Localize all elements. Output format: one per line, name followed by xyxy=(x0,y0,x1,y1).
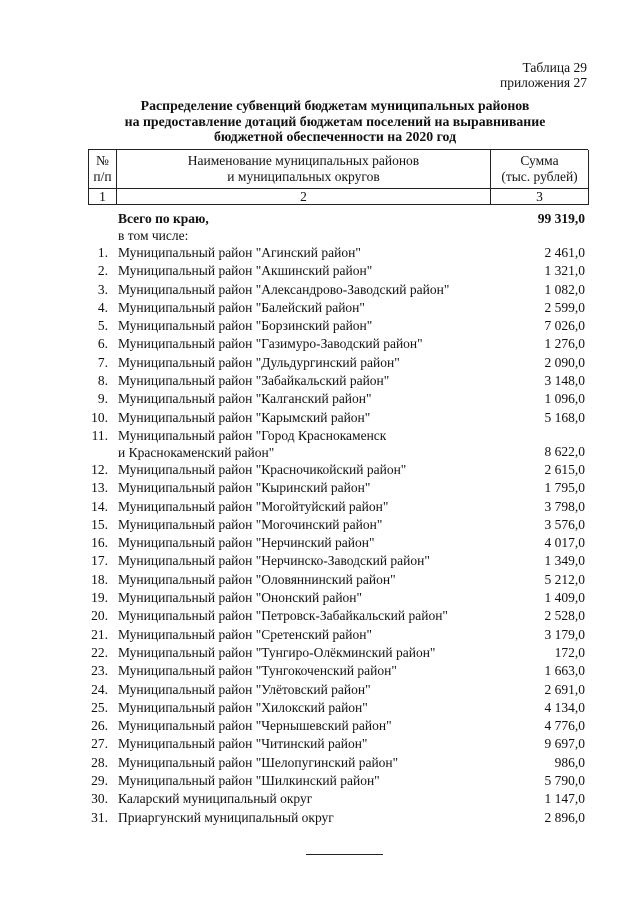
table-row xyxy=(88,754,588,772)
row-number: 2. xyxy=(97,263,108,279)
row-value: 1 795,0 xyxy=(544,480,585,496)
table-row xyxy=(88,335,588,353)
row-name: Муниципальный район "Петровск-Забайкальский район" xyxy=(118,608,448,624)
row-value: 1 276,0 xyxy=(544,336,585,352)
total-row xyxy=(88,210,588,227)
row-name: Муниципальный район "Шилкинский район" xyxy=(118,773,380,789)
document-title xyxy=(95,98,575,145)
row-value: 9 697,0 xyxy=(544,736,585,752)
row-number: 18. xyxy=(91,571,108,587)
row-name: Муниципальный район "Балейский район" xyxy=(118,299,365,315)
row-value: 172,0 xyxy=(554,644,585,660)
row-name: Муниципальный район "Улётовский район" xyxy=(118,681,371,697)
row-value: 1 082,0 xyxy=(544,281,585,297)
table-row xyxy=(88,699,588,717)
row-value: 8 622,0 xyxy=(544,443,585,459)
row-name: Муниципальный район "Борзинский район" xyxy=(118,318,373,334)
row-name-line-2: и Краснокаменский район" xyxy=(118,444,275,460)
header-name xyxy=(117,150,491,189)
total-value: 99 319,0 xyxy=(537,211,585,226)
row-name: Муниципальный район "Ононский район" xyxy=(118,590,363,606)
row-value: 1 349,0 xyxy=(544,553,585,569)
table-row xyxy=(88,299,588,317)
row-value: 1 663,0 xyxy=(544,663,585,679)
row-value: 3 798,0 xyxy=(544,498,585,514)
row-value: 1 096,0 xyxy=(544,391,585,407)
row-value: 2 615,0 xyxy=(544,461,585,477)
row-value: 2 691,0 xyxy=(544,681,585,697)
table-row xyxy=(88,790,588,808)
row-value: 2 599,0 xyxy=(544,299,585,315)
subtotal-label: в том числе: xyxy=(118,228,189,243)
table-row xyxy=(88,644,588,662)
row-name: Муниципальный район "Могочинский район" xyxy=(118,516,383,532)
row-number: 26. xyxy=(91,718,108,734)
row-value: 4 776,0 xyxy=(544,718,585,734)
row-number: 25. xyxy=(91,699,108,715)
row-number: 24. xyxy=(91,681,108,697)
row-name: Муниципальный район "Тунгокоченский район" xyxy=(118,663,397,679)
table-row xyxy=(88,516,588,534)
header-number-line-1: № xyxy=(96,153,109,168)
row-number: 1. xyxy=(97,245,108,260)
table-row xyxy=(88,534,588,552)
table-row xyxy=(88,809,588,827)
row-name: Муниципальный район "Александрово-Заводский район" xyxy=(118,281,450,297)
row-name: Муниципальный район "Читинский район" xyxy=(118,736,368,752)
row-number: 12. xyxy=(91,461,108,477)
row-number: 27. xyxy=(91,736,108,752)
row-name: Каларский муниципальный округ xyxy=(118,791,313,807)
row-number: 20. xyxy=(91,608,108,624)
row-value: 4 134,0 xyxy=(544,699,585,715)
row-number: 28. xyxy=(91,754,108,770)
table-row xyxy=(88,262,588,280)
table-row xyxy=(88,244,588,262)
row-name: Муниципальный район "Чернышевский район" xyxy=(118,718,392,734)
appendix-number: приложения 27 xyxy=(499,75,587,90)
row-value: 5 790,0 xyxy=(544,773,585,789)
row-name xyxy=(118,427,386,461)
column-number-1: 1 xyxy=(89,189,117,205)
header-name-line-1: Наименование муниципальных районов xyxy=(187,153,420,168)
row-number: 8. xyxy=(97,373,108,389)
row-name: Муниципальный район "Хилокский район" xyxy=(118,699,368,715)
row-value: 3 576,0 xyxy=(544,516,585,532)
row-value: 7 026,0 xyxy=(544,318,585,334)
row-number: 30. xyxy=(91,791,108,807)
row-value: 986,0 xyxy=(554,754,585,770)
column-number-3: 3 xyxy=(491,189,589,205)
row-name-line-1: Муниципальный район "Город Краснокаменск xyxy=(118,427,387,443)
table-row xyxy=(88,281,588,299)
row-number: 31. xyxy=(91,809,108,825)
row-number: 4. xyxy=(97,299,108,315)
row-number: 21. xyxy=(91,626,108,642)
table-row xyxy=(88,735,588,753)
row-number: 19. xyxy=(91,590,108,606)
row-number: 23. xyxy=(91,663,108,679)
table-row xyxy=(88,662,588,680)
table-row xyxy=(88,607,588,625)
table-row xyxy=(88,589,588,607)
row-name: Муниципальный район "Оловяннинский район" xyxy=(118,571,396,587)
row-name: Муниципальный район "Газимуро-Заводский район" xyxy=(118,336,423,352)
title-line-1: Распределение субвенций бюджетам муниципальных районов xyxy=(140,98,530,113)
row-number: 11. xyxy=(91,427,108,443)
table-number: Таблица 29 xyxy=(522,60,587,75)
table-row xyxy=(88,552,588,570)
footer-separator xyxy=(306,854,383,855)
row-value: 2 090,0 xyxy=(544,354,585,370)
row-name: Муниципальный район "Калганский район" xyxy=(118,391,372,407)
header-sum-line-2: (тыс. рублей) xyxy=(501,169,578,184)
header-sum xyxy=(491,150,589,189)
table-header xyxy=(88,149,588,205)
row-number: 29. xyxy=(91,773,108,789)
table-row xyxy=(88,409,588,427)
header-number xyxy=(89,150,117,189)
row-number: 3. xyxy=(97,281,108,297)
row-number: 13. xyxy=(91,480,108,496)
table-row xyxy=(88,461,588,479)
row-value: 2 896,0 xyxy=(544,809,585,825)
row-value: 5 212,0 xyxy=(544,571,585,587)
row-name: Муниципальный район "Красночикойский район" xyxy=(118,461,407,477)
header-name-line-2: и муниципальных округов xyxy=(227,169,380,184)
row-number: 6. xyxy=(97,336,108,352)
row-name: Муниципальный район "Тунгиро-Олёкминский район" xyxy=(118,644,436,660)
table-row xyxy=(88,681,588,699)
row-name: Муниципальный район "Сретенский район" xyxy=(118,626,372,642)
table-body xyxy=(88,210,588,827)
title-line-2: на предоставление дотаций бюджетам поселений на выравнивание xyxy=(124,113,546,129)
title-line-3: бюджетной обеспеченности на 2020 год xyxy=(213,129,457,144)
row-name: Муниципальный район "Нерчинско-Заводский район" xyxy=(118,553,430,569)
row-value: 1 409,0 xyxy=(544,590,585,606)
row-value: 1 147,0 xyxy=(544,791,585,807)
row-name: Муниципальный район "Забайкальский район" xyxy=(118,373,390,389)
table-row xyxy=(88,772,588,790)
row-name: Муниципальный район "Агинский район" xyxy=(118,245,361,260)
row-number: 7. xyxy=(97,354,108,370)
table-row xyxy=(88,427,588,461)
row-number: 22. xyxy=(91,644,108,660)
table-row xyxy=(88,479,588,497)
appendix-reference xyxy=(500,60,587,90)
row-name: Муниципальный район "Могойтуйский район" xyxy=(118,498,389,514)
row-number: 15. xyxy=(91,516,108,532)
row-name: Муниципальный район "Карымский район" xyxy=(118,409,371,425)
header-sum-line-1: Сумма xyxy=(520,153,559,168)
table-row xyxy=(88,372,588,390)
table-row xyxy=(88,626,588,644)
row-number: 14. xyxy=(91,498,108,514)
row-name: Муниципальный район "Шелопугинский район" xyxy=(118,754,399,770)
row-value: 2 528,0 xyxy=(544,608,585,624)
row-number: 16. xyxy=(91,535,108,551)
subtotal-row xyxy=(88,227,588,244)
row-value: 3 148,0 xyxy=(544,373,585,389)
row-value: 2 461,0 xyxy=(544,245,585,260)
total-label: Всего по краю, xyxy=(118,211,209,226)
row-number: 17. xyxy=(91,553,108,569)
table-row xyxy=(88,354,588,372)
row-number: 10. xyxy=(91,409,108,425)
row-number: 9. xyxy=(97,391,108,407)
row-value: 3 179,0 xyxy=(544,626,585,642)
column-number-2: 2 xyxy=(117,189,491,205)
row-number: 5. xyxy=(97,318,108,334)
row-name: Муниципальный район "Нерчинский район" xyxy=(118,535,375,551)
row-name: Муниципальный район "Кыринский район" xyxy=(118,480,371,496)
row-name: Муниципальный район "Дульдургинский район" xyxy=(118,354,400,370)
table-row xyxy=(88,390,588,408)
distribution-table xyxy=(88,149,588,825)
row-name: Муниципальный район "Акшинский район" xyxy=(118,263,373,279)
header-number-line-2: п/п xyxy=(93,169,112,184)
row-value: 4 017,0 xyxy=(544,535,585,551)
table-row xyxy=(88,498,588,516)
table-row xyxy=(88,317,588,335)
row-value: 5 168,0 xyxy=(544,409,585,425)
table-row xyxy=(88,717,588,735)
row-value: 1 321,0 xyxy=(544,263,585,279)
table-row xyxy=(88,571,588,589)
row-name: Приаргунский муниципальный округ xyxy=(118,809,334,825)
